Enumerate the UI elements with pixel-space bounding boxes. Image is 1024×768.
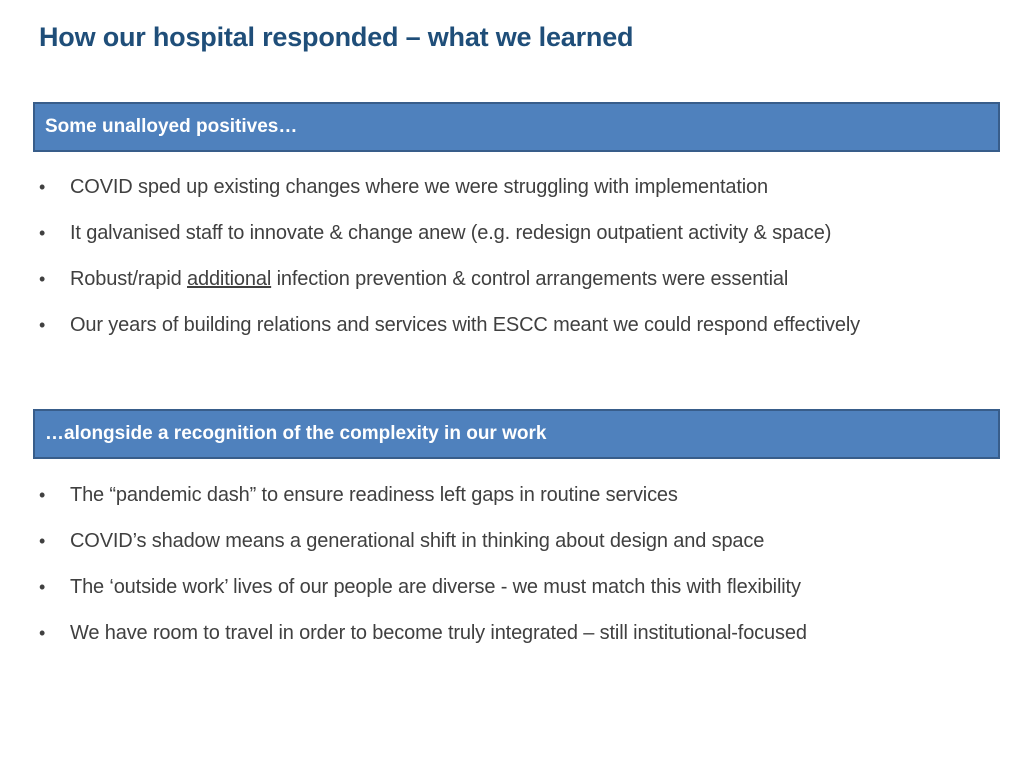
bullet-icon: • [39,315,46,335]
bullet-text: COVID sped up existing changes where we were struggling with implementation [70,176,768,198]
bullet-icon: • [39,223,46,243]
list-item [39,526,807,572]
bullet-text: We have room to travel in order to become truly integrated – still institutional-focused [70,622,807,644]
bullet-text: The “pandemic dash” to ensure readiness left gaps in routine services [70,484,678,506]
list-item [39,572,807,618]
bullet-text: The ‘outside work’ lives of our people are diverse - we must match this with flexibility [70,576,801,598]
section-header-positives [33,102,1000,152]
list-item [39,618,807,664]
list-item [39,480,807,526]
section-header-complexity-label: …alongside a recognition of the complexity in our work [45,423,547,444]
list-item [39,172,860,218]
list-item [39,310,860,356]
bullet-icon: • [39,531,46,551]
bullet-icon: • [39,269,46,289]
slide-title: How our hospital responded – what we learned [39,22,634,52]
list-item [39,218,860,264]
underlined-word: additional [187,268,272,290]
positives-bullet-list [39,172,860,356]
bullet-text: Our years of building relations and services with ESCC meant we could respond effectively [70,314,861,336]
bullet-icon: • [39,177,46,197]
section-header-positives-label: Some unalloyed positives… [45,116,298,137]
bullet-icon: • [39,485,46,505]
bullet-text: COVID’s shadow means a generational shift in thinking about design and space [70,530,765,552]
complexity-bullet-list [39,480,807,664]
section-header-complexity [33,409,1000,459]
bullet-text-end: infection prevention & control arrangements were essential [271,268,789,290]
bullet-text-start: Robust/rapid [70,268,188,290]
bullet-text: It galvanised staff to innovate & change anew (e.g. redesign outpatient activity & space) [70,222,832,244]
bullet-icon: • [39,623,46,643]
list-item [39,264,860,310]
bullet-text [70,264,788,294]
bullet-icon: • [39,577,46,597]
